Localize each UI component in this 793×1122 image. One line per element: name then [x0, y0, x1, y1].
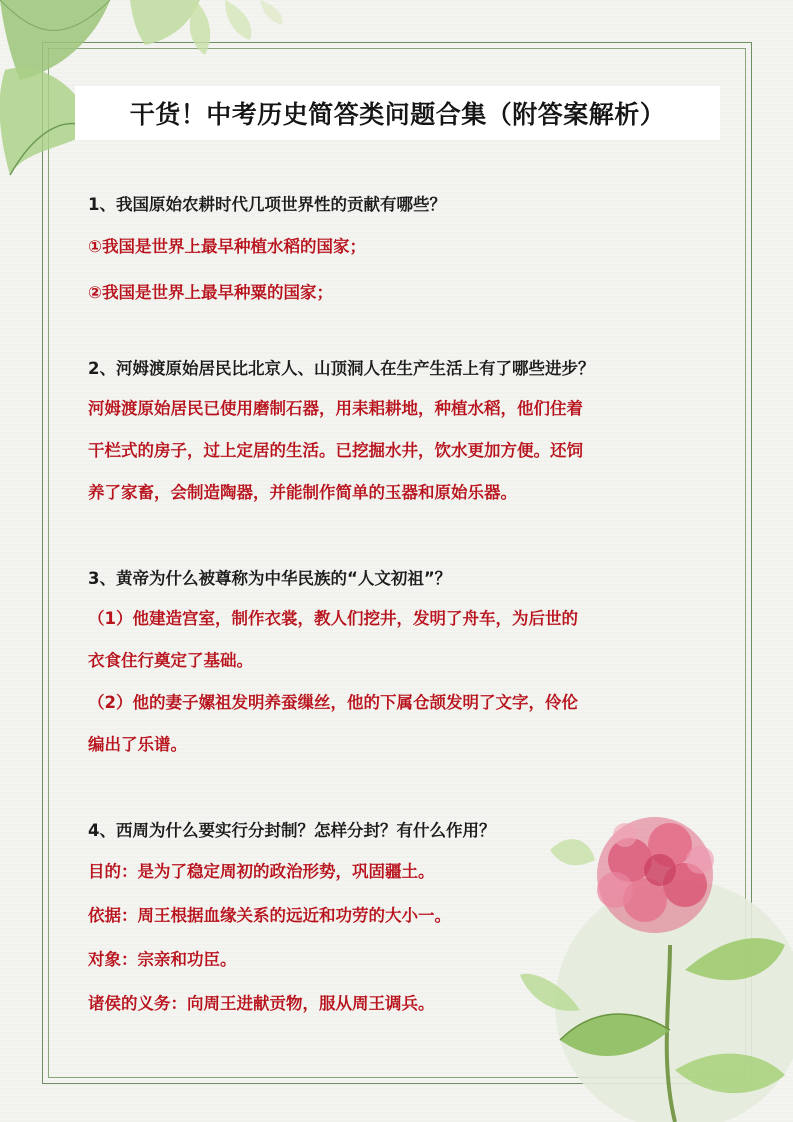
answer-line: 依据：周王根据血缘关系的远近和功劳的大小一。 — [88, 906, 451, 925]
question-block-1 — [88, 192, 728, 316]
answer-line: ①我国是世界上最早种植水稻的国家； — [88, 237, 366, 256]
answer-line: 目的：是为了稳定周初的政治形势，巩固疆土。 — [88, 862, 435, 881]
page-title: 干货！中考历史简答类问题合集（附答案解析） — [129, 100, 666, 129]
title-banner — [75, 86, 720, 140]
answer-line: 诸侯的义务：向周王进献贡物，服从周王调兵。 — [88, 994, 435, 1013]
answer-line: 对象：宗亲和功臣。 — [88, 950, 237, 969]
answer-line: 河姆渡原始居民已使用磨制石器，用耒耜耕地，种植水稻，他们住着 — [88, 399, 583, 418]
question-block-4 — [88, 818, 728, 1026]
answer-line: 干栏式的房子，过上定居的生活。已挖掘水井，饮水更加方便。还饲 — [88, 441, 583, 460]
question-text: 1、我国原始农耕时代几项世界性的贡献有哪些？ — [88, 195, 446, 214]
question-text: 4、西周为什么要实行分封制？怎样分封？有什么作用？ — [88, 821, 496, 840]
answer-line: 编出了乐谱。 — [88, 735, 187, 754]
question-text: 2、河姆渡原始居民比北京人、山顶洞人在生产生活上有了哪些进步？ — [88, 359, 595, 378]
answer-line: ②我国是世界上最早种粟的国家； — [88, 283, 333, 302]
answer-line: （2）他的妻子嫘祖发明养蚕缫丝，他的下属仓颉发明了文字，伶伦 — [88, 693, 578, 712]
answer-line: 衣食住行奠定了基础。 — [88, 651, 253, 670]
question-text: 3、黄帝为什么被尊称为中华民族的“人文初祖”？ — [88, 569, 452, 588]
question-block-3 — [88, 566, 728, 766]
answer-line: （1）他建造宫室，制作衣裳，教人们挖井，发明了舟车，为后世的 — [88, 609, 578, 628]
answer-line: 养了家畜，会制造陶器，并能制作简单的玉器和原始乐器。 — [88, 483, 517, 502]
question-block-2 — [88, 356, 728, 514]
